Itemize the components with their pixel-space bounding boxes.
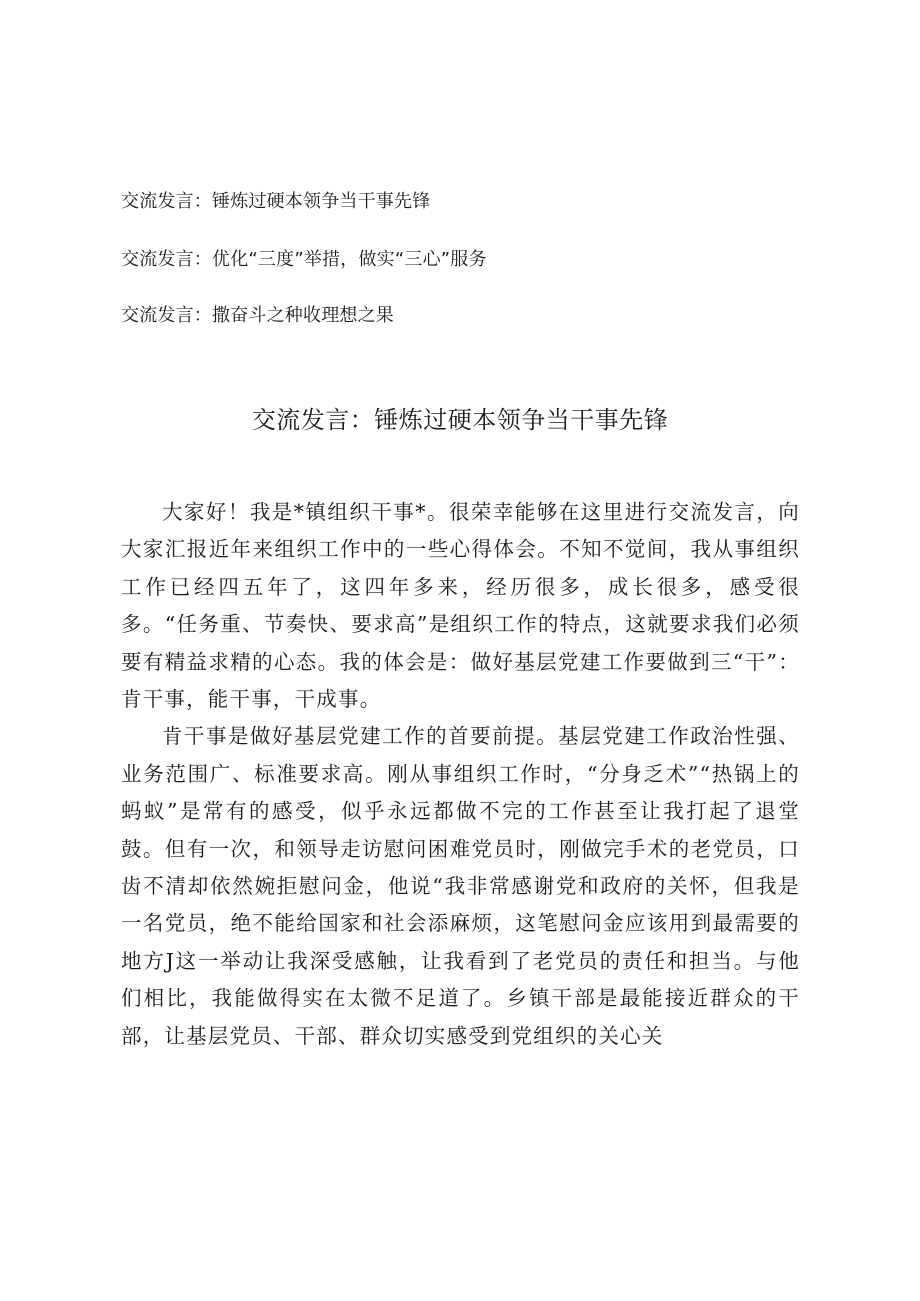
body-paragraph: 大家好！我是*镇组织干事*。很荣幸能够在这里进行交流发言，向大家汇报近年来组织工作中的一些心得体会。不知不觉间，我从事组织工作已经四五年了，这四年多来，经历很多，成长很多，感受很多。“任务重、节奏快、要求高”是组织工作的特点，这就要求我们必须要有精益求精的心态。我的体会是：做好基层党建工作要做到三“干”：肯干事，能干事，干成事。 <box>121 500 800 712</box>
document-title: 交流发言：锤炼过硬本领争当干事先锋 <box>251 406 669 434</box>
document-body <box>121 494 800 1055</box>
body-paragraph: 肯干事是做好基层党建工作的首要前提。基层党建工作政治性强、业务范围广、标准要求高。刚从事组织工作时，“分身乏术”“热锅上的蚂蚁”是常有的感受，似乎永远都做不完的工作甚至让我打起了退堂鼓。但有一次，和领导走访慰问困难党员时，刚做完手术的老党员，口齿不清却依然婉拒慰问金，他说“我非常感谢党和政府的关怀，但我是一名党员，绝不能给国家和社会添麻烦，这笔慰问金应该用到最需要的地方J这一举动让我深受感触，让我看到了老党员的责任和担当。与他们相比，我能做得实在太微不足道了。乡镇干部是最能接近群众的干部，让基层党员、干部、群众切实感受到党组织的关心关 <box>121 724 800 1048</box>
toc-item: 交流发言：锤炼过硬本领争当干事先锋 <box>121 191 431 212</box>
toc-item: 交流发言：撒奋斗之种收理想之果 <box>121 305 394 326</box>
toc-item: 交流发言：优化“三度”举措，做实“三心”服务 <box>121 249 487 270</box>
